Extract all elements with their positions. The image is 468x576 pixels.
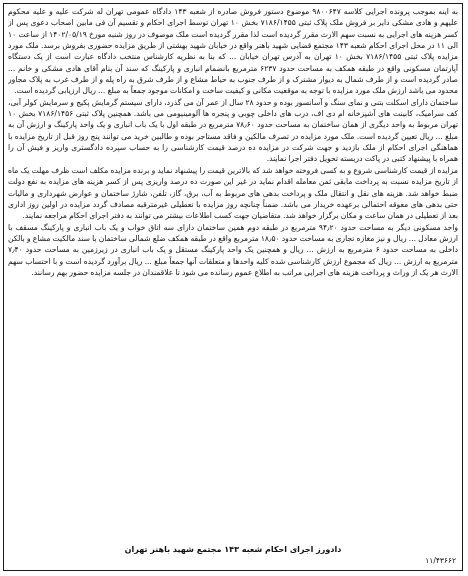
issuer-signature: دادورز اجرای احکام شعبه ۱۴۳ مجتمع شهید باهنر تهران [124,545,342,554]
notice-body [8,6,458,544]
notice-frame [3,3,463,571]
notice-paragraph-2: ساختمان دارای اسکلت بتنی و نمای سنگ و آسانسور بوده و حدود ۲۸ سال از عمر آن می گذرد، دارای سیستم گرمایش پکیج و سرمایش کولر آبی، کف سرامیک، کابینت های آشپزخانه ام دی اف، درب های داخلی چوبی و پنجره ها آلومینیومی می باشد. همچنین پلاک ثبتی ۷۱۸۶/۱۴۵۶ بخش ۱۰ تهران مربوط به واحد دیگری از همان ساختمان به مساحت حدود ۷۸٫۶۰ مترمربع در طبقه اول با یک باب انباری و یک واحد پارکینگ و ارزش آن به مبلغ ... ریال تعیین گردیده است. ملک مورد مزایده در تصرف مالکین و فاقد مستاجر بوده و طالبین خرید می توانند پنج روز قبل از تاریخ مزایده با هماهنگی اجرای احکام از ملک بازدید و جهت شرکت در مزایده ده درصد قیمت کارشناسی را به حساب سپرده دادگستری واریز و فیش آن را همراه با پیشنهاد کتبی در پاکت دربسته تحویل دفتر اجرا نمایند. [8,97,458,164]
notice-paragraph-1: به اینه بموجب پرونده اجرایی کلاسه ۹۸۰۰۶۴۷ موضوع دستور فروش صادره از شعبه ۱۴۳ دادگاه عمومی تهران له شرکت علیه و علیه محکوم علیهم و هادی مشکی دایر بر فروش ملک پلاک ثبتی ۷۱۸۶/۱۴۵۵ بخش ۱۰ تهران توسط اجرای احکام و تقسیم آن فی مابین اصحاب دعوی پس از کسر هزینه های اجرایی به نسبت سهم الارث مقرر گردیده است لذا مقرر گردیده است ملک موصوف در روز شنبه مورخ ۱۴۰۲/۰۵/۱۹ از ساعت ۱۰ الی ۱۱ در محل اجرای احکام شعبه ۱۴۳ مجتمع قضایی شهید باهنر واقع در خیابان شهید بهشتی از طریق مزایده حضوری بفروش برسد. ملک مورد مزایده پلاک ثبتی ۷۱۸۶/۱۴۵۵ بخش ۱۰ تهران به آدرس تهران خیابان ... که بنا به نظریه کارشناس منتخب دادگاه عبارت است از یک دستگاه آپارتمان مسکونی واقع در طبقه همکف به مساحت حدود ۶۲۳۷ مترمربع بانضمام انباری و پارکینگ که سند آن بنام آقای هادی مشکی و خانم ... صادر گردیده است و از طرف شمال به دیوار مشترک و از طرف جنوب به حیاط مشاع و از طرف شرق به راه پله و از طرف غرب به پلاک مجاور محدود می باشد ارزش ملک مورد مزایده با توجه به موقعیت مکانی و کیفیت ساخت و امکانات موجود جمعاً به مبلغ ... ریال ارزیابی گردیده است. [8,7,458,96]
notice-footer [10,544,456,568]
notice-paragraph-3: مزایده از قیمت کارشناسی شروع و به کسی فروخته خواهد شد که بالاترین قیمت را پیشنهاد نماید و برنده مزایده مکلف است ظرف مهلت یک ماه از تاریخ مزایده نسبت به پرداخت مابقی ثمن معامله اقدام نماید در غیر این صورت ده درصد واریزی پس از کسر هزینه های مزایده به نفع دولت ضبط خواهد شد. هزینه های نقل و انتقال ملک و پرداخت بدهی های مربوط به آب، برق، گاز، تلفن، شارژ ساختمان و عوارض شهرداری و مالیات حتی بدهی های معوقه احتمالی برعهده خریدار می باشد. ضمناً چنانچه روز مزایده با تعطیلی غیرمترقبه مصادف گردد مزایده در اولین روز اداری بعد از تعطیلی در همان ساعت و مکان برگزار خواهد شد. متقاضیان جهت کسب اطلاعات بیشتر می توانند به دفتر اجرای احکام مراجعه نمایند. [8,165,458,221]
notice-paragraph-4: واحد مسکونی دیگر به مساحت حدود ۹۴٫۲۰ مترمربع در طبقه دوم همین ساختمان دارای سه اتاق خواب و یک باب انباری و پارکینگ مسقف با ارزش معادل ... ریال و نیز مغازه تجاری به مساحت حدود ۱۸٫۵۰ مترمربع واقع در طبقه همکف ضلع شمالی ساختمان با سند مالکیت مشاع و بالکن داخلی به مساحت حدود ۶ مترمربع به ارزش ... ریال و همچنین یک واحد پارکینگ مستقل و یک باب انباری در زیرزمین به مساحت حدود ۷٫۴۰ مترمربع به ارزش ... ریال که مجموع ارزش کارشناسی شده کلیه واحدها و متعلقات آنها جمعاً مبلغ ... ریال برآورد گردیده است و با احتساب سهم الارث هر یک از وراث و پرداخت هزینه های اجرایی مراتب به اطلاع عموم رسانده می شود تا علاقمندان در جلسه مزایده حضور بهم رسانند. [8,222,458,277]
notice-code: ۱۱/۴۳۶۶۲ [425,556,456,565]
